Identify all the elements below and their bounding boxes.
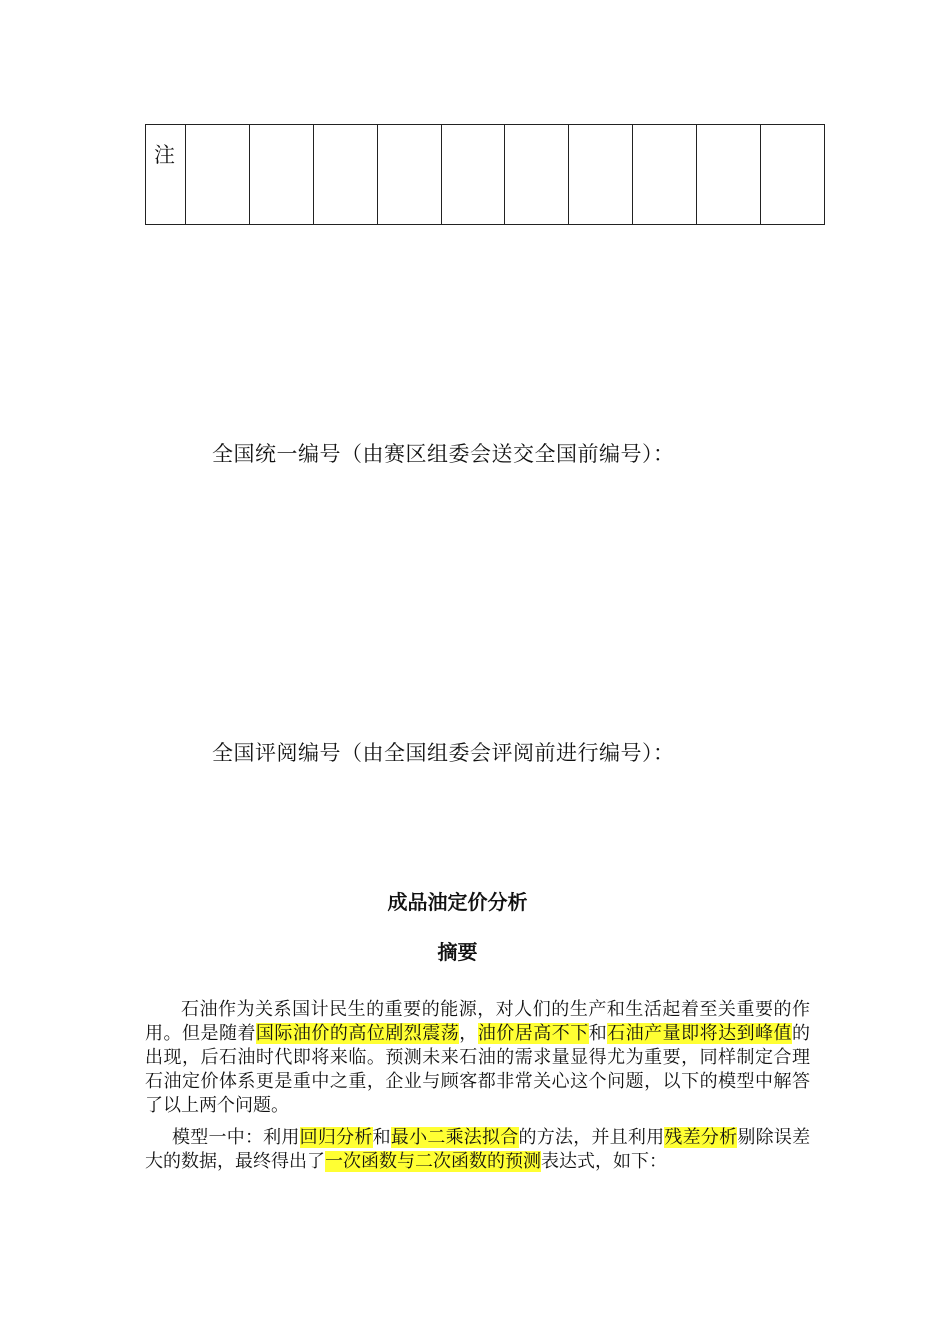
table-cell — [313, 125, 377, 225]
table-cell — [441, 125, 505, 225]
paragraph-text: ， — [459, 1023, 478, 1044]
national-unified-number-label: 全国统一编号（由赛区组委会送交全国前编号）： — [212, 442, 675, 466]
abstract-paragraph-2 — [145, 1126, 810, 1174]
highlighted-phrase: 最小二乘法拟合 — [390, 1127, 519, 1148]
abstract-heading: 摘要 — [437, 940, 478, 964]
table-cell — [633, 125, 697, 225]
paragraph-text: 和 — [588, 1023, 608, 1044]
table-cell — [569, 125, 633, 225]
table-cell — [186, 125, 250, 225]
highlighted-phrase: 残差分析 — [664, 1127, 738, 1148]
highlighted-phrase: 国际油价的高位剧烈震荡 — [255, 1023, 460, 1044]
table-cell — [697, 125, 761, 225]
highlighted-phrase: 石油产量即将达到峰值 — [607, 1023, 793, 1044]
remarks-table — [145, 124, 825, 225]
paragraph-text: 模型一中：利用 — [172, 1127, 300, 1148]
table-cell — [761, 125, 825, 225]
highlighted-phrase: 一次函数与二次函数的预测 — [325, 1151, 541, 1172]
paragraph-text: 剔除误差大的数据，最终得出了 — [145, 1127, 811, 1172]
table-cell — [505, 125, 569, 225]
table-cell — [377, 125, 441, 225]
paragraph-text: 表达式，如下： — [541, 1151, 667, 1172]
page-title: 成品油定价分析 — [387, 890, 528, 914]
paragraph-text: 石油作为关系国计民生的重要的能源，对人们的生产和生活起着至关重要的作用。但是随着 — [145, 999, 810, 1044]
paragraph-text: 的方法，并且利用 — [518, 1127, 665, 1148]
highlighted-phrase: 回归分析 — [299, 1127, 373, 1148]
paragraph-text: 的出现，后石油时代即将来临。预测未来石油的需求量显得尤为重要，同样制定合理石油定价体系更是重中之重，企业与顾客都非常关心这个问题，以下的模型中解答了以上两个问题。 — [145, 1023, 811, 1116]
paragraph-text: 和 — [372, 1127, 391, 1148]
abstract-paragraph-1 — [145, 998, 810, 1118]
table-cell — [249, 125, 313, 225]
highlighted-phrase: 油价居高不下 — [477, 1023, 589, 1044]
remarks-label-cell: 注 — [146, 125, 186, 225]
national-review-number-label: 全国评阅编号（由全国组委会评阅前进行编号）： — [212, 741, 675, 765]
table-row — [146, 125, 825, 225]
